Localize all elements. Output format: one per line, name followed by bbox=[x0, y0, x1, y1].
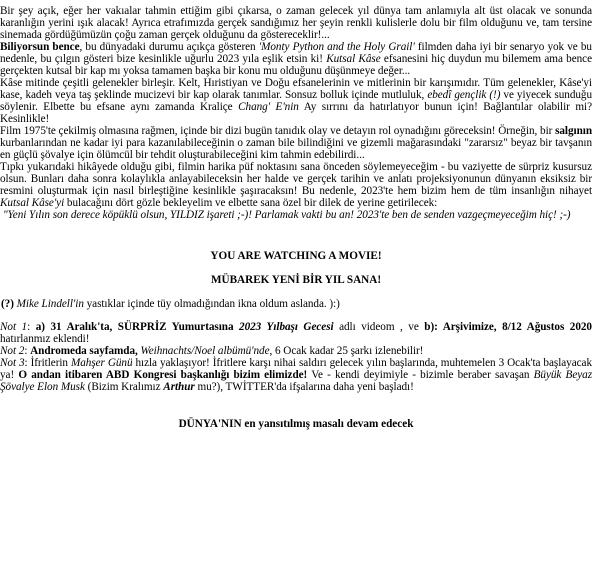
note-3: Not 3: İfritlerin Mahşer Günü hızla yaklaşıyor! İfritlere karşı nihai saldırı gelecek yılın başlarında, muhtemelen 3 Ocak'ta başlayacak ya! O andan itibaren ABD Kongresi başkanlığı bizim elimizde! Ve - kendi deyimiyle - bizimle beraber savaşan Büyük Beyaz Şövalye Elon Musk (Bizim Kralımız Arthur mu?), TWİTTER'da ifşalarına daha yeni başladı! bbox=[0, 357, 592, 393]
footer-continues: DÜNYA'NIN en yansıtılmış masalı devam edecek bbox=[178, 418, 414, 430]
paragraph-surprise: Tıpkı yukarıdaki hikâyede olduğu gibi, filmin harika püf noktasını sana önceden söylemeyeceğim - bu vaziyette de sürpriz kusursuz olsun. Bunları daha sonra kolaylıkla anlayabileceksin her halde ve gerçek tarihin ve anlatı projeksiyonunun dünyanın eksiksiz bir resmini oluşturmak için nasıl birleştiğine kesinlikle şaşıracaksın! Bu nedenle, 2023'te hem bizim hem de tüm insanlığın nihayet Kutsal Kâse'yi bulacağını dört gözle bekleyelim ve elbette sana özel bir dilek de yerine getirilecek: bbox=[0, 161, 592, 209]
paragraph-film-1975: Film 1975'te çekilmiş olmasına rağmen, içinde bir dizi bugün tanıdık olay ve detayın rol oynadığını göreceksin! Örneğin, bir salgının kurbanlarından ne kadar iyi para kazanılabileceğinin o zaman bile bilindiğini ve gizemli mağarasındaki "zararsız" beyaz bir tavşanın en güçlü şövalye için ölümcül bir tehdit oluşturabileceğini kim tahmin edebilirdi... bbox=[0, 125, 592, 161]
document-body bbox=[0, 5, 592, 430]
paragraph-monty-python: Biliyorsun bence, bu dünyadaki durumu açıkça gösteren 'Monty Python and the Holy Grail' filmden daha iyi bir senaryo yok ve bu nedenle, bu çılgın gösteri bize kesinlikle uğurlu 2023 yıla eşlik etsin ki! Kutsal Kâse efsanesini hiç duydun mu bilemem ama bence gerçekten kutsal bir kap mı yoksa tamamen başka bir konu mu olduğunu düşünmeye değer... bbox=[0, 41, 592, 77]
new-year-quote: "Yeni Yılın son derece köpüklü olsun, YILDIZ işareti ;-)! Parlamak vakti bu an! 2023'te ben de senden vazgeçmeyeceğim hiç! ;-) bbox=[3, 209, 571, 221]
heading-new-year: MÜBAREK YENİ BİR YIL SANA! bbox=[210, 274, 382, 286]
note-1: Not 1: a) 31 Aralık'ta, SÜRPRİZ Yumurtasına 2023 Yılbaşı Gecesi adlı videom , ve b): Arşivimize, 8/12 Ağustos 2020 hatırlanmız eklendi! bbox=[0, 321, 592, 345]
note-2: Not 2: Andromeda sayfamda, Weihnachts/Noel albümü'nde, 6 Ocak kadar 25 şarkı izlenebilir! bbox=[0, 345, 424, 357]
heading-watching-movie: YOU ARE WATCHING A MOVIE! bbox=[210, 250, 382, 262]
note-lindell: (?) Mike Lindell'in yastıklar içinde tüy olmadığından ikna oldum aslanda. ):) bbox=[1, 298, 340, 310]
paragraph-grail-myth: Kâse mitinde çeşitli gelenekler birleşir. Kelt, Hıristiyan ve Doğu efsanelerinin ve mitlerinin bir karışımıdır. Tüm gelenekler, Kâse'yi kase, kadeh veya taş şeklinde mucizevi bir kap olarak tanımlar. Sonsuz bolluk içinde mutluluk, ebedî gençlik (!) ve yiyecek sunduğu söylenir. Elbette bu efsane aynı zamanda Kraliçe Chang' E'nin Ay sırrını da hatırlatıyor bunun için! Bağlantılar olabilir mi? Kesinlikle! bbox=[0, 77, 592, 125]
paragraph-intro: Bir şey açık, eğer her vakıalar tahmin ettiğim gibi çıkarsa, o zaman gelecek yıl dünya tam anlamıyla alt üst olacak ve sonunda karanlığın yerini ışık alacak! Ayrıca etrafımızda gerçek sandığımız her şeyin renkli kulislerle dolu bir film olduğunu ve, tam tersine sinemada gördüğümüzün çoğu zaman gerçek olduğunu da göstereceklir!... bbox=[0, 5, 592, 41]
